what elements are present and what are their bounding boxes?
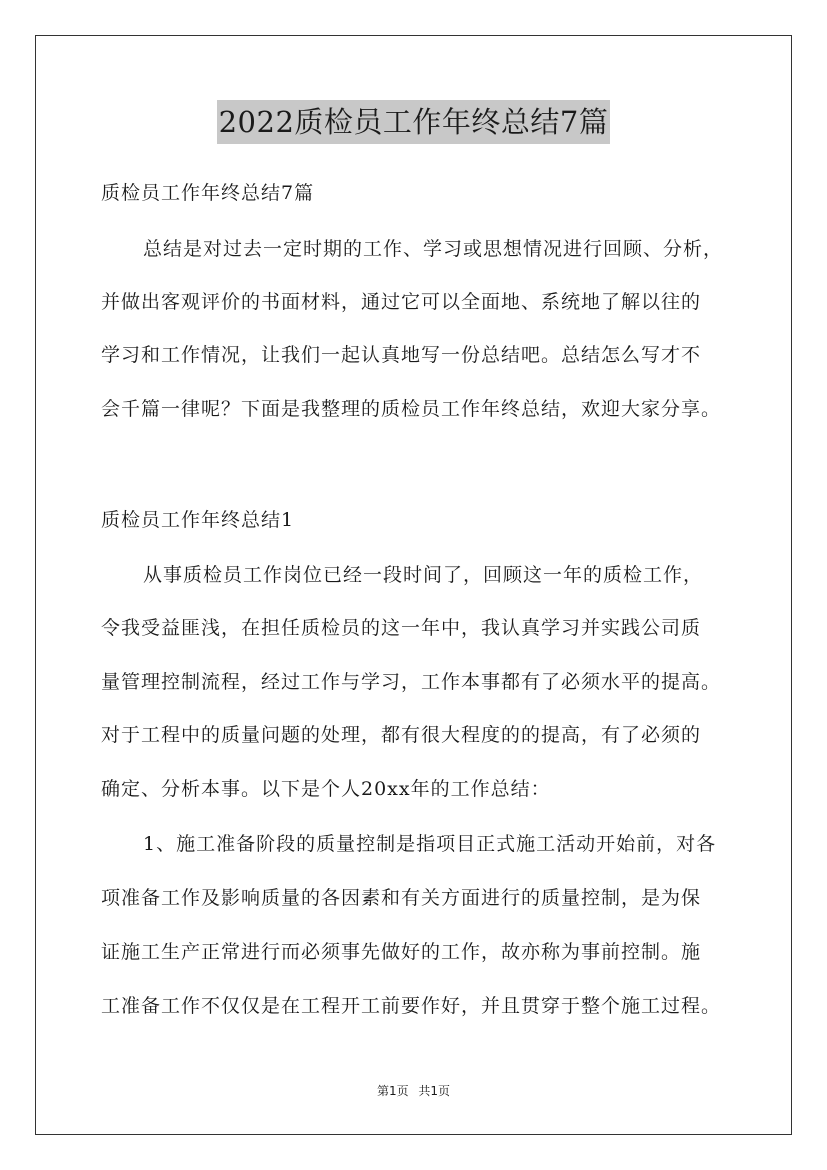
page-total: 共1页 [418,1084,451,1098]
paragraph-line: 从事质检员工作岗位已经一段时间了，回顾这一年的质检工作， [143,564,704,586]
paragraph-line: 对于工程中的质量问题的处理，都有很大程度的的提高，有了必须的 [101,724,702,746]
title-container [0,100,827,144]
paragraph-line: 量管理控制流程，经过工作与学习，工作本事都有了必须水平的提高。 [101,671,722,693]
paragraph-line: 项准备工作及影响质量的各因素和有关方面进行的质量控制，是为保 [101,887,702,909]
paragraph-line: 令我受益匪浅，在担任质检员的这一年中，我认真学习并实践公司质 [101,617,702,639]
intro-line: 会千篇一律呢？下面是我整理的质检员工作年终总结，欢迎大家分享。 [101,398,722,420]
paragraph-line: 证施工生产正常进行而必须事先做好的工作，故亦称为事前控制。施 [101,941,702,963]
document-title: 2022质检员工作年终总结7篇 [217,100,611,144]
intro-line: 总结是对过去一定时期的工作、学习或思想情况进行回顾、分析， [143,238,724,260]
page-footer [0,1083,827,1099]
intro-line: 学习和工作情况，让我们一起认真地写一份总结吧。总结怎么写才不 [101,344,702,366]
paragraph-line: 确定、分析本事。以下是个人20xx年的工作总结： [101,778,551,800]
paragraph-line: 1、施工准备阶段的质量控制是指项目正式施工活动开始前，对各 [143,833,717,855]
paragraph-line: 工准备工作不仅仅是在工程开工前要作好，并且贯穿于整个施工过程。 [101,995,722,1017]
intro-line: 并做出客观评价的书面材料，通过它可以全面地、系统地了解以往的 [101,291,702,313]
section-heading: 质检员工作年终总结1 [101,509,295,531]
page-number: 第1页 [376,1084,409,1098]
document-subtitle: 质检员工作年终总结7篇 [101,182,315,204]
